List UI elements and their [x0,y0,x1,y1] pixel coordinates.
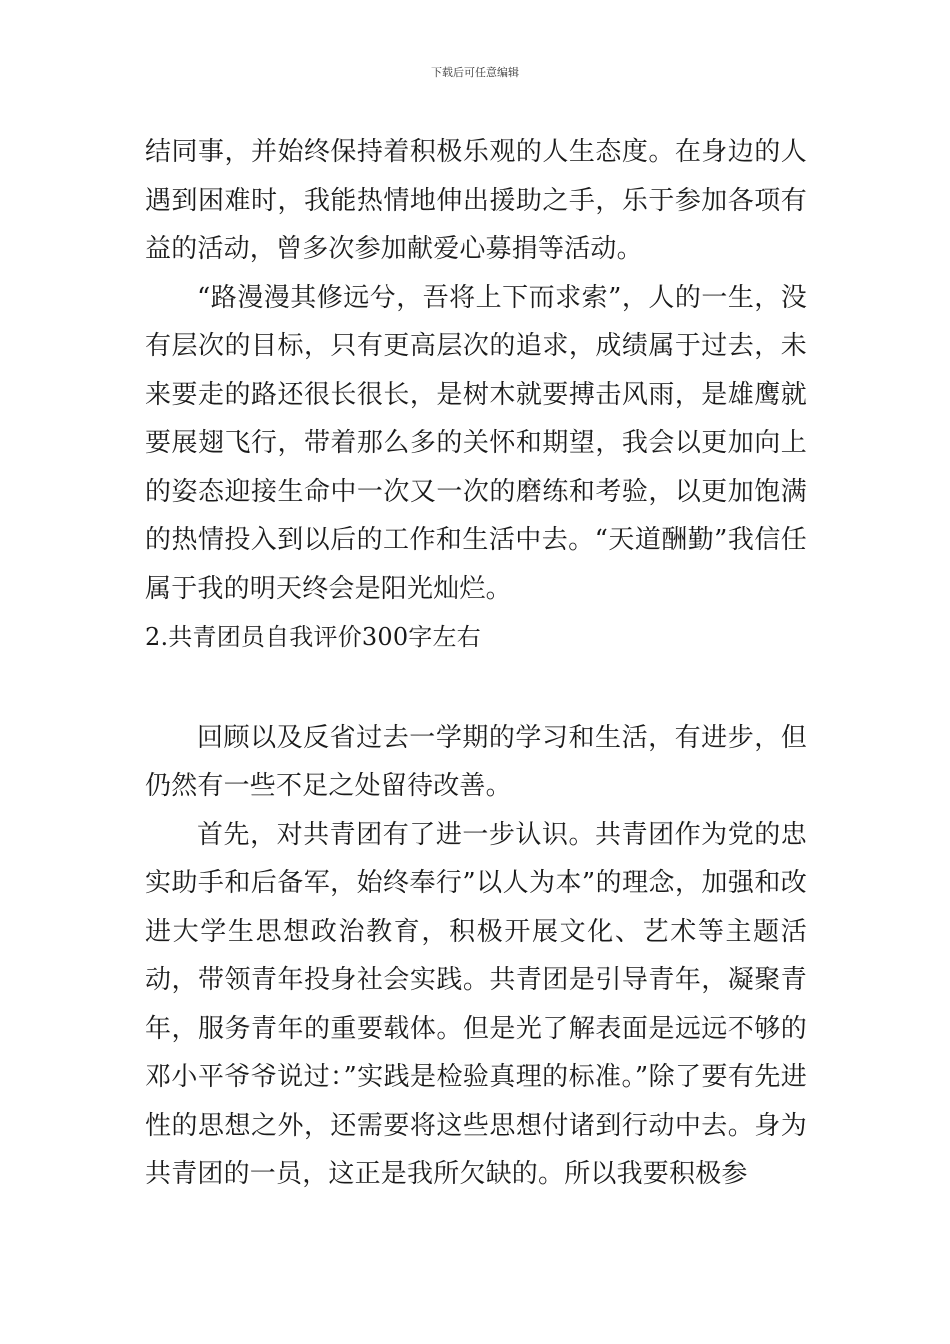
paragraph-continuation: 结同事，并始终保持着积极乐观的人生态度。在身边的人遇到困难时，我能热情地伸出援助之手，乐于参加各项有益的活动，曾多次参加献爱心募捐等活动。 [145,137,807,264]
spacer [145,662,807,714]
document-body [145,128,807,1199]
page-header: 下载后可任意编辑 [431,66,519,79]
paragraph-first: 首先，对共青团有了进一步认识。共青团作为党的忠实助手和后备军，始终奉行”以人为本”的理念，加强和改进大学生思想政治教育，积极开展文化、艺术等主题活动，带领青年投身社会实践。共青团是引导青年，凝聚青年，服务青年的重要载体。但是光了解表面是远远不够的邓小平爷爷说过：”实践是检验真理的标准。”除了要有先进性的思想之外，还需要将这些思想付诸到行动中去。身为共青团的一员，这正是我所欠缺的。所以我要积极参 [145,819,807,1189]
paragraph-review: 回顾以及反省过去一学期的学习和生活，有进步，但仍然有一些不足之处留待改善。 [145,722,807,801]
section-heading: 2.共青团员自我评价300字左右 [145,623,481,651]
paragraph-quote: “路漫漫其修远兮，吾将上下而求索”，人的一生，没有层次的目标，只有更高层次的追求，成绩属于过去，未来要走的路还很长很长，是树木就要搏击风雨，是雄鹰就要展翅飞行，带着那么多的关怀和期望，我会以更加向上的姿态迎接生命中一次又一次的磨练和考验，以更加饱满的热情投入到以后的工作和生活中去。“天道酬勤”我信任属于我的明天终会是阳光灿烂。 [145,282,807,604]
